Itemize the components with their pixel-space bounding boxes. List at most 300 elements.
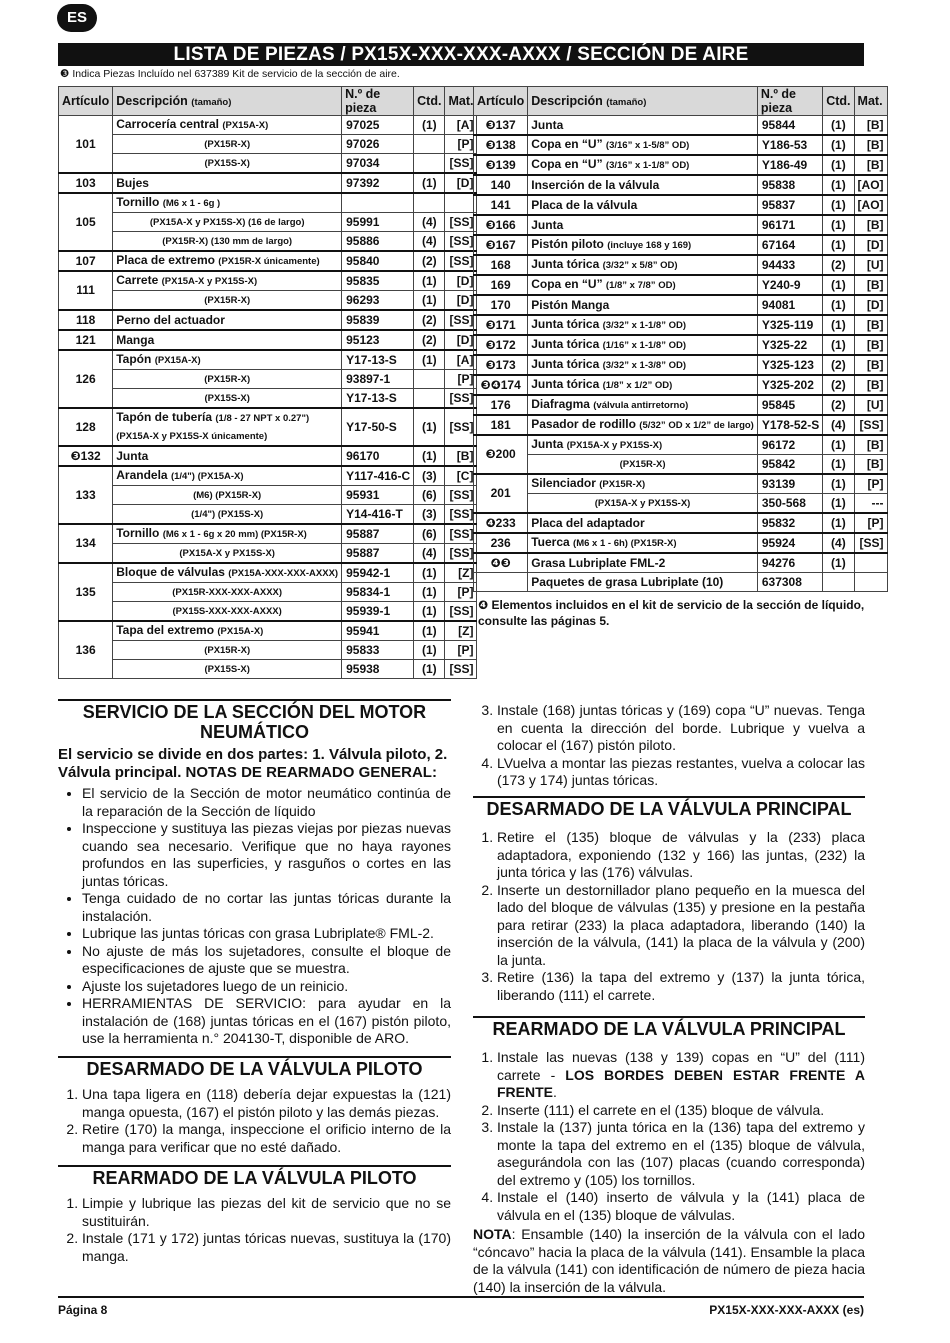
- size-text: (1/8 - 27 NPT x 0.27"): [215, 413, 310, 424]
- description-cell: [113, 466, 342, 486]
- part-number-cell: 95924: [757, 533, 822, 553]
- article-cell: ❸❹174: [474, 375, 528, 395]
- description-cell: [113, 350, 342, 370]
- description-cell: [113, 310, 342, 330]
- article-cell: 134: [59, 524, 113, 563]
- table-row: [59, 135, 477, 154]
- footer-rule: [58, 1296, 864, 1298]
- description-text: Grasa Lubriplate FML-2: [531, 555, 666, 570]
- size-text: (M6) (PX15R-X): [193, 489, 262, 501]
- size-text: (PX15R-X): [599, 479, 646, 490]
- description-cell: [528, 435, 758, 455]
- main-disassembly-list: [473, 829, 865, 1004]
- description-cell: [113, 544, 342, 564]
- quantity-cell: (1): [823, 155, 854, 175]
- article-cell: 181: [474, 415, 528, 435]
- description-cell: [528, 215, 758, 235]
- material-cell: [SS]: [445, 602, 477, 622]
- col-pieza: N.º de pieza: [342, 87, 414, 116]
- table-row: [474, 335, 888, 355]
- part-number-cell: 95845: [757, 395, 822, 415]
- table-row: [59, 621, 477, 641]
- table-row: [474, 155, 888, 175]
- description-text: Junta tórica: [531, 257, 600, 271]
- list-item: 4. LVuelva a montar las piezas restantes, vuelva a colocar las (173 y 174) juntas tóricas.: [497, 755, 865, 790]
- description-cell: [113, 486, 342, 505]
- description-text: Pistón Manga: [531, 297, 610, 312]
- size-text: (PX15A-X y PX15S-X): [161, 276, 258, 287]
- description-cell: [113, 135, 342, 154]
- article-cell: ❸132: [59, 446, 113, 466]
- material-cell: [SS]: [445, 154, 477, 174]
- article-cell: 201: [474, 474, 528, 513]
- size-text: (3/32” x 1-3/8” OD): [602, 360, 687, 371]
- list-item: • Ajuste los sujetadores luego de un reinicio.: [82, 978, 451, 996]
- liquid-kit-note: ❹ Elementos incluidos en el kit de servicio de la sección de líquido, consulte las páginas 5.: [478, 598, 865, 628]
- quantity-cell: (1): [414, 271, 445, 291]
- size-text: (PX15S-X): [204, 157, 250, 169]
- description-cell: [113, 232, 342, 252]
- description-text: Tornillo: [116, 195, 160, 209]
- description-cell: [113, 389, 342, 409]
- article-cell: 101: [59, 116, 113, 174]
- main-disassembly-steps: [473, 829, 865, 1004]
- list-item: 1. Limpie y lubrique las piezas del kit de servicio que no se sustituirán.: [82, 1195, 451, 1230]
- material-cell: [854, 573, 887, 592]
- part-number-cell: 96171: [757, 215, 822, 235]
- size-text: (M6 x 1 - 6g x 20 mm) (PX15R-X): [162, 529, 307, 540]
- table-row: [474, 175, 888, 195]
- col-articulo: Artículo: [59, 87, 113, 116]
- description-cell: [113, 446, 342, 466]
- article-cell: ❸167: [474, 235, 528, 255]
- description-cell: [113, 370, 342, 389]
- table-row: [474, 553, 888, 573]
- quantity-cell: (1): [823, 135, 854, 155]
- pilot-reassembly-list-a: [58, 1195, 451, 1265]
- part-number-cell: 94081: [757, 295, 822, 315]
- list-item: • El servicio de la Sección de motor neumático continúa de la reparación de la Sección de líquido: [82, 785, 451, 820]
- description-text: Junta tórica: [531, 377, 600, 391]
- part-number-cell: 95887: [342, 524, 414, 544]
- quantity-cell: (2): [823, 375, 854, 395]
- quantity-cell: (4): [414, 232, 445, 252]
- table-row: [59, 310, 477, 330]
- material-cell: [SS]: [445, 389, 477, 409]
- description-text: Tapón de tubería: [116, 410, 213, 424]
- part-number-cell: 95835: [342, 271, 414, 291]
- description-cell: [528, 195, 758, 215]
- material-cell: [B]: [854, 275, 887, 295]
- description-text: Junta tórica: [531, 317, 600, 331]
- size-text: (5/32” OD x 1/2” de largo): [639, 420, 754, 431]
- pilot-reassembly-steps-b: [473, 702, 865, 790]
- page-number: Página 8: [58, 1303, 108, 1317]
- table-row: [59, 660, 477, 679]
- size-text: (3/32” x 5/8” OD): [602, 260, 678, 271]
- article-cell: ❹❸: [474, 553, 528, 573]
- part-number-cell: 95832: [757, 513, 822, 533]
- table-row: [474, 573, 888, 592]
- part-number-cell: 95939-1: [342, 602, 414, 622]
- pilot-disassembly-steps: [58, 1086, 451, 1156]
- material-cell: [D]: [445, 291, 477, 311]
- material-cell: [B]: [854, 135, 887, 155]
- table-row: [474, 395, 888, 415]
- description-text: Junta: [531, 217, 564, 232]
- table-row: [59, 370, 477, 389]
- description-cell: [113, 291, 342, 311]
- part-number-cell: 95837: [757, 195, 822, 215]
- table-row: [474, 355, 888, 375]
- part-number-cell: Y240-9: [757, 275, 822, 295]
- description-cell: [528, 295, 758, 315]
- description-text: Tapa del extremo: [116, 623, 215, 637]
- material-cell: [SS]: [445, 660, 477, 679]
- table-row: [474, 116, 888, 136]
- article-cell: 236: [474, 533, 528, 553]
- table-row: [474, 195, 888, 215]
- part-number-cell: 95931: [342, 486, 414, 505]
- quantity-cell: (2): [414, 251, 445, 271]
- part-number-cell: 95942-1: [342, 563, 414, 583]
- quantity-cell: (1): [414, 408, 445, 446]
- size-text: (PX15A-X y PX15S-X): [179, 547, 275, 559]
- nota-paragraph: NOTA: Ensamble (140) la inserción de la válvula con el lado “cóncavo” hacia la placa de la válvula (141). Ensamble la placa de la válvula (141) con identificación de número de pieza hacia (140) la inserción de la válvula.: [473, 1226, 865, 1295]
- article-cell: 118: [59, 310, 113, 330]
- part-number-cell: Y17-13-S: [342, 350, 414, 370]
- table-row: [59, 173, 477, 193]
- description-cell: [113, 330, 342, 350]
- description-text: Carrete: [116, 273, 159, 287]
- quantity-cell: (2): [823, 355, 854, 375]
- part-number-cell: 95838: [757, 175, 822, 195]
- article-cell: 136: [59, 621, 113, 679]
- table-row: [59, 544, 477, 564]
- quantity-cell: (1): [823, 513, 854, 533]
- description-cell: [113, 583, 342, 602]
- document-code: PX15X-XXX-XXX-AXXX (es): [709, 1303, 864, 1317]
- quantity-cell: (1): [823, 215, 854, 235]
- quantity-cell: [823, 573, 854, 592]
- pilot-reassembly-title: REARMADO DE LA VÁLVULA PILOTO: [58, 1165, 451, 1188]
- quantity-cell: (1): [823, 195, 854, 215]
- table-row: [474, 415, 888, 435]
- article-cell: 140: [474, 175, 528, 195]
- quantity-cell: (1): [414, 291, 445, 311]
- description-cell: [113, 660, 342, 679]
- quantity-cell: (1): [414, 621, 445, 641]
- part-number-cell: 67164: [757, 235, 822, 255]
- material-cell: [SS]: [445, 310, 477, 330]
- description-text: Junta: [531, 117, 564, 132]
- language-badge: ES: [57, 4, 97, 32]
- col-descripcion: Descripción (tamaño): [528, 87, 758, 116]
- table-row: [59, 271, 477, 291]
- description-text: Tuerca: [531, 535, 570, 549]
- motor-intro: El servicio se divide en dos partes: 1. Válvula piloto, 2. Válvula principal. NOTAS DE REARMADO GENERAL:: [58, 746, 448, 781]
- article-cell: [474, 573, 528, 592]
- table-row: [474, 435, 888, 455]
- part-number-cell: Y186-49: [757, 155, 822, 175]
- main-reassembly-title: REARMADO DE LA VÁLVULA PRINCIPAL: [473, 1016, 865, 1039]
- article-cell: 126: [59, 350, 113, 408]
- table-row: [59, 291, 477, 311]
- quantity-cell: (1): [414, 660, 445, 679]
- table-row: [59, 583, 477, 602]
- table-row: [59, 116, 477, 135]
- material-cell: [B]: [854, 155, 887, 175]
- material-cell: [SS]: [445, 213, 477, 232]
- quantity-cell: (1): [823, 494, 854, 514]
- quantity-cell: (1): [823, 435, 854, 455]
- size-text: (PX15S-X): [204, 663, 250, 675]
- part-number-cell: 95123: [342, 330, 414, 350]
- material-cell: [P]: [445, 641, 477, 660]
- table-row: [474, 215, 888, 235]
- material-cell: [B]: [854, 435, 887, 455]
- size-text: (PX15R-X): [204, 373, 251, 385]
- size-text: (PX15R-X): [204, 294, 251, 306]
- size-text: (incluye 168 y 169): [607, 240, 692, 251]
- description-cell: [528, 355, 758, 375]
- material-cell: [B]: [854, 315, 887, 335]
- quantity-cell: [414, 193, 445, 213]
- col-descripcion: Descripción (tamaño): [113, 87, 342, 116]
- table-row: [59, 563, 477, 583]
- description-cell: [113, 602, 342, 622]
- quantity-cell: (1): [823, 474, 854, 494]
- part-number-cell: Y325-202: [757, 375, 822, 395]
- col-mat: Mat.: [854, 87, 887, 116]
- table-row: [59, 641, 477, 660]
- article-cell: 107: [59, 251, 113, 271]
- part-number-cell: 95941: [342, 621, 414, 641]
- quantity-cell: (1): [823, 553, 854, 573]
- description-cell: [528, 375, 758, 395]
- material-cell: [D]: [445, 173, 477, 193]
- part-number-cell: 94433: [757, 255, 822, 275]
- size-text: (PX15R-X): [204, 644, 251, 656]
- material-cell: [C]: [445, 466, 477, 486]
- material-cell: [D]: [854, 295, 887, 315]
- table-row: [59, 602, 477, 622]
- material-cell: [854, 553, 887, 573]
- table-row: [474, 375, 888, 395]
- list-item: 1. Una tapa ligera en (118) debería dejar expuestas la (121) manga opuesta, (167) el pistón piloto y las demás piezas.: [82, 1086, 451, 1121]
- article-cell: 111: [59, 271, 113, 310]
- quantity-cell: [414, 370, 445, 389]
- description-cell: [528, 275, 758, 295]
- article-cell: 128: [59, 408, 113, 446]
- description-text: Junta: [531, 437, 564, 451]
- part-number-cell: Y325-123: [757, 355, 822, 375]
- table-row: [59, 466, 477, 486]
- col-mat: Mat.: [445, 87, 477, 116]
- material-cell: [AO]: [854, 175, 887, 195]
- part-number-cell: Y17-13-S: [342, 389, 414, 409]
- quantity-cell: (4): [414, 544, 445, 564]
- material-cell: [B]: [854, 215, 887, 235]
- article-cell: ❸171: [474, 315, 528, 335]
- motor-notes: [58, 785, 451, 1048]
- article-cell: 168: [474, 255, 528, 275]
- size-text: (PX15A-X): [154, 355, 201, 366]
- size-text: (PX15A-X): [217, 626, 264, 637]
- description-text: Arandela: [116, 468, 168, 482]
- part-number-cell: 96293: [342, 291, 414, 311]
- size-text: (PX15R-X): [204, 138, 251, 150]
- list-item: • No ajuste de más los sujetadores, consulte el bloque de especificaciones de ajuste que se muestra.: [82, 943, 451, 978]
- description-cell: [113, 193, 342, 213]
- quantity-cell: (2): [823, 395, 854, 415]
- article-cell: 105: [59, 193, 113, 251]
- main-reassembly-steps: [473, 1049, 865, 1296]
- size-text: (PX15R-XXX-XXX-AXXX): [172, 586, 283, 598]
- size-text: (1/4") (PX15S-X): [191, 508, 264, 520]
- table-row: [59, 154, 477, 174]
- material-cell: [SS]: [445, 524, 477, 544]
- description-cell: [528, 116, 758, 136]
- size-text: (PX15R-X únicamente): [218, 256, 320, 267]
- article-cell: ❹233: [474, 513, 528, 533]
- description-cell: [528, 474, 758, 494]
- table-row: [59, 251, 477, 271]
- quantity-cell: (1): [823, 295, 854, 315]
- table-row: [59, 330, 477, 350]
- description-cell: [528, 395, 758, 415]
- quantity-cell: (6): [414, 524, 445, 544]
- table-row: [59, 408, 477, 446]
- article-cell: 135: [59, 563, 113, 621]
- material-cell: [SS]: [854, 415, 887, 435]
- motor-notes-list: [58, 785, 451, 1048]
- size-text: (PX15S-X): [204, 392, 250, 404]
- col-ctd: Ctd.: [414, 87, 445, 116]
- description-text: Junta tórica: [531, 357, 600, 371]
- description-cell: [113, 524, 342, 544]
- material-cell: [D]: [854, 235, 887, 255]
- description-cell: [113, 621, 342, 641]
- article-cell: ❸137: [474, 116, 528, 136]
- size-text: (PX15S-XXX-XXX-AXXX): [172, 605, 282, 617]
- table-row: [474, 513, 888, 533]
- quantity-cell: [414, 154, 445, 174]
- main-disassembly-title: DESARMADO DE LA VÁLVULA PRINCIPAL: [473, 796, 865, 819]
- table-row: [59, 505, 477, 525]
- description-cell: [528, 553, 758, 573]
- material-cell: [B]: [854, 375, 887, 395]
- list-item: • HERRAMIENTAS DE SERVICIO: para ayudar en la instalación de (168) juntas tóricas en el (167) pistón piloto, use la herramienta n.° 204130-T, disponible de ARO.: [82, 995, 451, 1048]
- part-number-cell: 97392: [342, 173, 414, 193]
- part-number-cell: 95887: [342, 544, 414, 564]
- size-text: (PX15A-XXX-XXX-AXXX): [228, 568, 339, 579]
- material-cell: [B]: [445, 446, 477, 466]
- quantity-cell: [414, 135, 445, 154]
- description-text: Diafragma: [531, 397, 590, 411]
- size-text: (PX15A-X y PX15S-X): [594, 497, 691, 509]
- article-cell: ❸139: [474, 155, 528, 175]
- quantity-cell: (6): [414, 486, 445, 505]
- description-cell: [528, 494, 758, 514]
- parts-table-left: [58, 86, 477, 679]
- col-pieza: N.º de pieza: [757, 87, 822, 116]
- pilot-disassembly-title: DESARMADO DE LA VÁLVULA PILOTO: [58, 1056, 451, 1079]
- table-row: [59, 446, 477, 466]
- description-cell: [528, 335, 758, 355]
- main-reassembly-step-1: 1. Instale las nuevas (138 y 139) copas en “U” del (111) carrete - LOS BORDES DEBEN ESTAR FRENTE A FRENTE.: [497, 1049, 865, 1102]
- table-row: [59, 213, 477, 232]
- size-text: (3/16” x 1-5/8” OD): [605, 140, 690, 151]
- material-cell: [U]: [854, 255, 887, 275]
- pilot-reassembly-steps-a: [58, 1195, 451, 1265]
- table-row: [59, 524, 477, 544]
- list-item: 2. Inserte un destornillador plano pequeño en la muesca del lado del bloque de válvulas (135) y presione en la pestaña para retirar (233) la placa adaptadora, liberando (140) la inserción de la válvula, (141) la placa de la válvula y (200) la junta.: [497, 882, 865, 970]
- table-row: [474, 295, 888, 315]
- description-text: Placa de la válvula: [531, 197, 638, 212]
- part-number-cell: 95842: [757, 455, 822, 475]
- description-cell: [113, 213, 342, 232]
- part-number-cell: 96170: [342, 446, 414, 466]
- table-row: [59, 232, 477, 252]
- part-number-cell: 96172: [757, 435, 822, 455]
- article-cell: 169: [474, 275, 528, 295]
- quantity-cell: (1): [823, 235, 854, 255]
- description-text: Silenciador: [531, 476, 596, 490]
- quantity-cell: (1): [414, 446, 445, 466]
- description-text: Placa del adaptador: [531, 515, 645, 530]
- description-text: Tapón: [116, 352, 152, 366]
- size-text: (válvula antirretorno): [593, 400, 689, 411]
- description-cell: [113, 154, 342, 174]
- description-cell: [528, 235, 758, 255]
- material-cell: [B]: [854, 355, 887, 375]
- part-number-cell: 95991: [342, 213, 414, 232]
- description-cell: [113, 641, 342, 660]
- parts-table-right: [473, 86, 888, 592]
- quantity-cell: (1): [823, 175, 854, 195]
- quantity-cell: (4): [823, 533, 854, 553]
- description-cell: [528, 315, 758, 335]
- table-row: [474, 455, 888, 475]
- quantity-cell: (1): [414, 116, 445, 135]
- description-text: Inserción de la válvula: [531, 177, 660, 192]
- description-text: Junta: [116, 448, 149, 463]
- size-text: (M6 x 1 - 6g ): [162, 198, 221, 209]
- quantity-cell: (1): [414, 602, 445, 622]
- quantity-cell: (3): [414, 466, 445, 486]
- kit-note: ❸ Indica Piezas Incluído nel 637389 Kit de servicio de la sección de aire.: [60, 68, 400, 80]
- part-number-cell: 95938: [342, 660, 414, 679]
- part-number-cell: Y186-53: [757, 135, 822, 155]
- material-cell: [B]: [854, 455, 887, 475]
- table-row: [59, 350, 477, 370]
- description-text: Bloque de válvulas: [116, 565, 225, 579]
- description-cell: [528, 175, 758, 195]
- material-cell: [P]: [445, 583, 477, 602]
- description-cell: [528, 255, 758, 275]
- list-item: • Tenga cuidado de no cortar las juntas tóricas durante la instalación.: [82, 890, 451, 925]
- size-text: (PX15R-X) (130 mm de largo): [162, 235, 293, 247]
- quantity-cell: (1): [823, 315, 854, 335]
- description-cell: [528, 533, 758, 553]
- description-cell: [113, 505, 342, 525]
- description-text: Junta tórica: [531, 337, 600, 351]
- list-item: 3. Retire (136) la tapa del extremo y (137) la junta tórica, liberando (111) el carrete.: [497, 969, 865, 1004]
- material-cell: [Z]: [445, 563, 477, 583]
- list-item: 2. Inserte (111) el carrete en el (135) bloque de válvula.: [497, 1102, 865, 1120]
- quantity-cell: (4): [823, 415, 854, 435]
